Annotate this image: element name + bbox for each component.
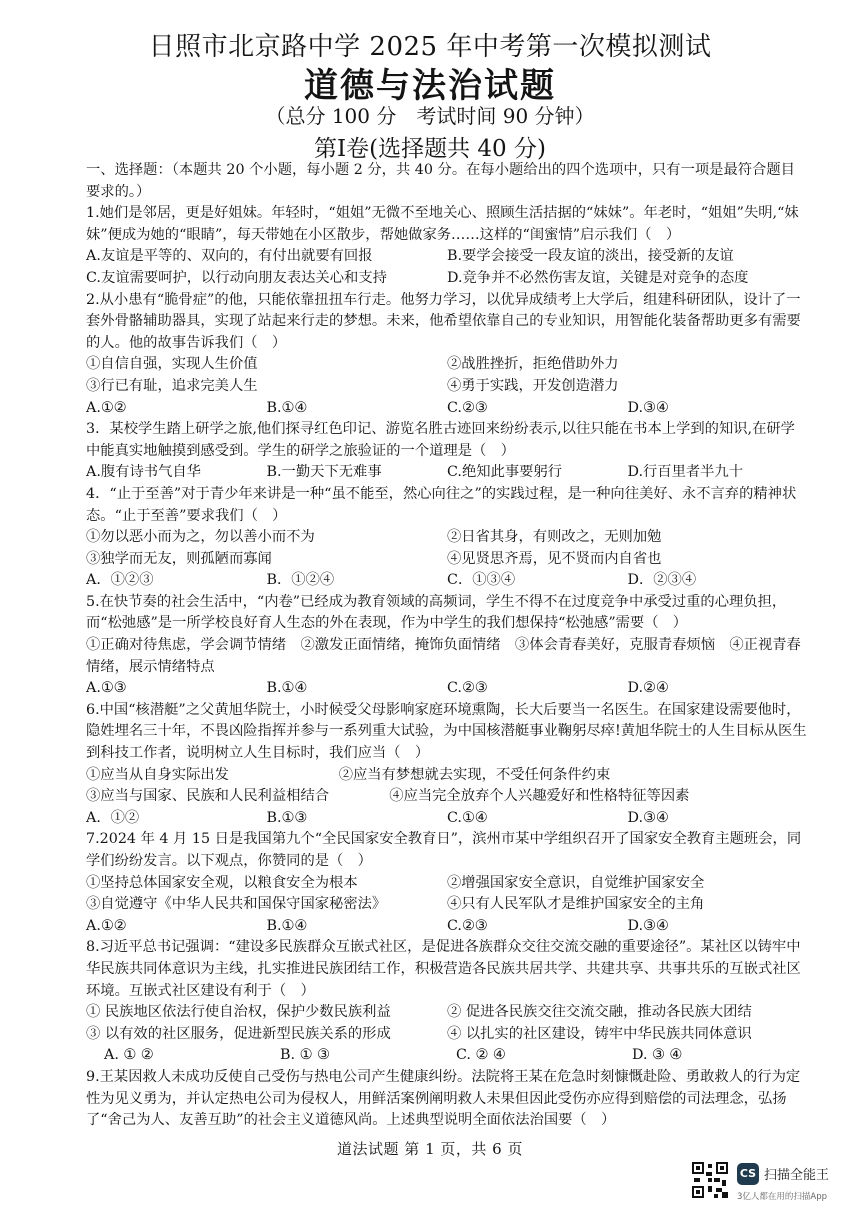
question-7-stem: 7.2024 年 4 月 15 日是我国第九个“全民国家安全教育日”，滨州市某中学组织召开了国家安全教育主题班会，同学们纷纷发言。以下观点，你赞同的是（ ） [86, 831, 802, 869]
question-2-items [86, 376, 808, 398]
statement: ③行已有耻，追求完美人生 [86, 377, 258, 394]
option: A.①② [86, 399, 127, 416]
school-title: 日照市北京路中学 2025 年中考第一次模拟测试 [148, 32, 712, 62]
question-7-items [86, 873, 808, 895]
question-4-options [86, 570, 808, 592]
option: D.行百里者半九十 [627, 464, 744, 481]
option: A.友谊是平等的、双向的，有付出就要有回报 [86, 248, 373, 265]
statement: ③自觉遵守《中华人民共和国保守国家秘密法》 [86, 896, 387, 913]
question-6-items [86, 765, 808, 787]
option: D. ③ ④ [632, 1047, 683, 1064]
option: D.③④ [627, 917, 669, 934]
option: D.竞争并不必然伤害友谊，关键是对竞争的态度 [447, 269, 749, 286]
question-6-stem: 6.中国“核潜艇”之父黄旭华院士，小时候受父母影响家庭环境熏陶，长大后要当一名医生。在国家建设需要他时，隐姓埋名三十年，不畏凶险指挥并参与一系列重大试验，为中国核潜艇事业鞠躬尽瘁!黄旭华院士的人生目标从医生到科技工作者，说明树立人生目标时，我们应当（ ） [86, 701, 807, 762]
statement: ① 民族地区依法行使自治权，保护少数民族利益 [86, 1004, 391, 1021]
section-intro: 一、选择题：（本题共 20 个小题，每小题 2 分，共 40 分。在每小题给出的四个选项中，只有一项是最符合题目要求的。） [86, 162, 795, 200]
option: A．①② [86, 809, 140, 826]
option: B.①④ [266, 399, 308, 416]
scanner-brand: 扫描全能王 [764, 1168, 830, 1183]
question-6-items [86, 786, 808, 808]
statement: ②增强国家安全意识，自觉维护国家安全 [447, 874, 705, 891]
qr-code-icon [690, 1160, 730, 1200]
question-4-items [86, 549, 808, 571]
option: A．①②③ [86, 572, 154, 589]
option: D.②④ [627, 680, 669, 697]
statement: ③独学而无友，则孤陋而寡闻 [86, 550, 272, 567]
option: B.①③ [266, 809, 308, 826]
option: C.友谊需要呵护，以行动向朋友表达关心和支持 [86, 269, 387, 286]
option: C.②③ [447, 399, 488, 416]
question-2-items [86, 354, 808, 376]
option: B.要学会接受一段友谊的淡出，接受新的友谊 [447, 248, 734, 265]
question-2-options [86, 398, 808, 420]
statement: ②应当有梦想就去实现，不受任何条件约束 [338, 766, 611, 783]
page-footer: 道法试题 第 1 页，共 6 页 [337, 1140, 523, 1158]
statement: ③应当与国家、民族和人民利益相结合 [86, 788, 330, 805]
question-4-items [86, 527, 808, 549]
statement: ② 促进各民族交往交流交融，推动各民族大团结 [447, 1004, 752, 1021]
question-7-options [86, 916, 808, 938]
option: A.①③ [86, 680, 127, 697]
question-5-options [86, 678, 808, 700]
option: C.②③ [447, 917, 488, 934]
question-3-stem: 3．某校学生踏上研学之旅,他们探寻红色印记、游览名胜古迹回来纷纷表示,以往只能在书本上学到的知识,在研学中能真实地触摸到感受到。学生的研学之旅验证的一个道理是（ ） [86, 421, 795, 459]
question-3-options [86, 462, 808, 484]
scanner-tagline: 3亿人都在用的扫描App [737, 1192, 828, 1202]
option: D．②③④ [627, 572, 697, 589]
subject-title: 道德与法治试题 [304, 66, 556, 106]
option: B.①④ [266, 917, 308, 934]
question-1-options [86, 246, 808, 268]
option: D.③④ [627, 399, 669, 416]
question-8-items [86, 1024, 808, 1046]
question-5-stem: 5.在快节奏的社会生活中，“内卷”已经成为教育领域的高频词，学生不得不在过度竞争中承受过重的心理负担，而“松弛感”是一所学校良好育人生态的外在表现，作为中学生的我们想保持“松弛感”需要（ ） [86, 593, 787, 632]
statement: ④见贤思齐焉，见不贤而内自省也 [447, 550, 662, 567]
statement: ④ 以扎实的社区建设，铸牢中华民族共同体意识 [447, 1025, 752, 1042]
statement: ①勿以恶小而为之，勿以善小而不为 [86, 529, 315, 546]
option: A. ① ② [104, 1047, 154, 1064]
statement: ①坚持总体国家安全观，以粮食安全为根本 [86, 874, 358, 891]
question-1-options [86, 268, 808, 290]
statement: ①应当从自身实际出发 [86, 766, 229, 783]
option: B．①②④ [266, 572, 335, 589]
question-8-stem: 8.习近平总书记强调：“建设多民族群众互嵌式社区，是促进各族群众交往交流交融的重要途径”。某社区以铸牢中华民族共同体意识为主线，扎实推进民族团结工作，积极营造各民族共居共学、共建共享、共事共乐的互嵌式社区环境。互嵌式社区建设有利于（ ） [86, 939, 801, 999]
option: C.②③ [447, 680, 488, 697]
statement: ③ 以有效的社区服务，促进新型民族关系的形成 [86, 1025, 391, 1042]
question-body [86, 160, 808, 1132]
camscanner-logo-icon: CS [737, 1163, 759, 1185]
question-4-stem: 4．“止于至善”对于青少年来讲是一种“虽不能至，然心向往之”的实践过程，是一种向往美好、永不言弃的精神状态。“止于至善”要求我们（ ） [86, 485, 797, 524]
statement: ④只有人民军队才是维护国家安全的主角 [447, 896, 705, 913]
option: A.①② [86, 917, 127, 934]
statement: ④勇于实践，开发创造潜力 [447, 377, 619, 394]
question-6-options [86, 808, 808, 830]
question-7-items [86, 894, 808, 916]
option: B.一勤天下无难事 [266, 464, 382, 481]
statement: ②战胜挫折，拒绝借助外力 [447, 356, 619, 373]
option: C．①③④ [447, 572, 516, 589]
option: C.绝知此事要躬行 [447, 464, 563, 481]
option: C.①④ [447, 809, 488, 826]
score-time: （总分 100 分 考试时间 90 分钟） [265, 104, 595, 128]
option: C. ② ④ [456, 1047, 506, 1064]
statement: ①自信自强，实现人生价值 [86, 356, 258, 373]
option: B. ① ③ [280, 1047, 330, 1064]
question-1-stem: 1.她们是邻居，更是好姐妹。年轻时，“姐姐”无微不至地关心、照顾生活拮据的“妹妹”。年老时，“姐姐”失明,“妹妹”便成为她的“眼睛”，每天带她在小区散步，帮她做家务……这样的“闺蜜情”启示我们（ ） [86, 205, 799, 243]
question-8-options [86, 1045, 808, 1067]
question-9-stem: 9.王某因救人未成功反使自己受伤与热电公司产生健康纠纷。法院将王某在危急时刻慷慨赴险、勇敢救人的行为定性为见义勇为，并认定热电公司为侵权人，用鲜活案例阐明救人未果但因此受伤亦应得到赔偿的司法理念，弘扬了“舍己为人、友善互助”的社会主义道德风尚。上述典型说明全面依法治国要（ ） [86, 1068, 801, 1129]
option: D.③④ [627, 809, 669, 826]
question-8-items [86, 1002, 808, 1024]
statement: ②日省其身，有则改之，无则加勉 [447, 529, 662, 546]
option: B.①④ [266, 680, 308, 697]
option: A.腹有诗书气自华 [86, 464, 201, 481]
volume-title: 第Ⅰ卷(选择题共 40 分) [314, 136, 546, 162]
statement: ④应当完全放弃个人兴趣爱好和性格特征等因素 [389, 788, 690, 805]
question-2-stem: 2.从小患有“脆骨症”的他，只能依靠扭扭车行走。他努力学习，以优异成绩考上大学后，组建科研团队，设计了一套外骨骼辅助器具，实现了站起来行走的梦想。未来，他希望依靠自己的专业知识，用智能化装备帮助更多有需要的人。他的故事告诉我们（ ） [86, 291, 801, 351]
question-5-items: ①正确对待焦虑，学会调节情绪 ②激发正面情绪，掩饰负面情绪 ③体会青春美好，克服青春烦恼 ④正视青春情绪，展示情绪特点 [86, 637, 801, 675]
